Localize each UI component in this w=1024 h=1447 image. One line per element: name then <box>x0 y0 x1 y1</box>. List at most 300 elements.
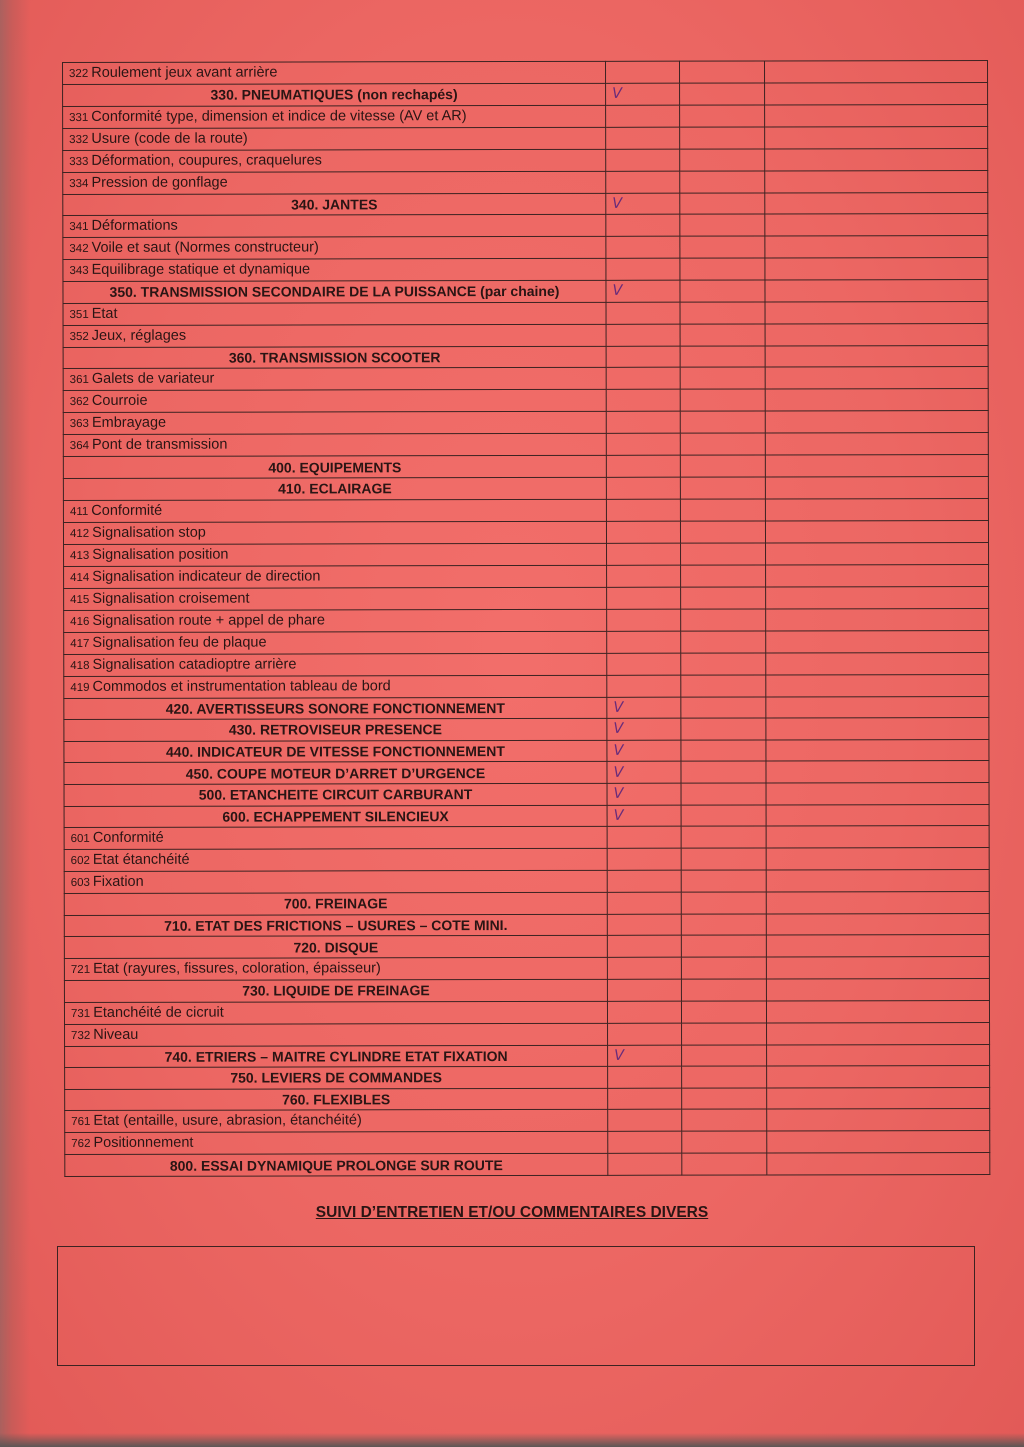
item-code: 731 <box>70 1007 91 1020</box>
item-code: 761 <box>71 1116 91 1129</box>
item-code: 362 <box>69 396 89 409</box>
item-row <box>64 630 989 654</box>
remarks-cell[interactable] <box>765 433 988 455</box>
remarks-cell[interactable] <box>766 804 989 826</box>
item-label-cell <box>64 609 607 632</box>
status-cell-2[interactable] <box>680 477 765 499</box>
status-cell-2[interactable] <box>680 389 765 411</box>
check-cell[interactable] <box>606 390 680 412</box>
status-cell-2[interactable] <box>681 914 766 936</box>
section-row <box>65 1087 990 1111</box>
remarks-cell[interactable] <box>766 652 989 674</box>
check-cell[interactable] <box>607 870 681 892</box>
item-label-cell <box>64 565 607 588</box>
check-cell[interactable]: V <box>606 83 680 105</box>
item-row <box>63 389 988 413</box>
item-label-cell <box>63 259 606 282</box>
item-label: Fixation <box>92 873 144 891</box>
status-cell-2[interactable] <box>681 609 766 631</box>
remarks-cell[interactable] <box>765 323 988 345</box>
status-cell-2[interactable] <box>681 826 766 848</box>
item-label-cell <box>65 1132 608 1155</box>
item-label: 700. FREINAGE <box>283 895 388 912</box>
status-cell-2[interactable] <box>681 565 766 587</box>
item-label: Etat (rayures, fissures, coloration, épaisseur) <box>93 960 381 977</box>
item-label-cell <box>64 826 607 849</box>
check-cell[interactable] <box>606 127 680 149</box>
item-row <box>63 214 988 238</box>
check-cell[interactable]: V <box>606 280 680 302</box>
item-label-cell <box>63 521 606 544</box>
item-row <box>63 258 988 282</box>
remarks-cell[interactable] <box>765 104 988 126</box>
item-label-cell <box>63 499 606 522</box>
check-cell[interactable] <box>606 499 680 521</box>
check-cell[interactable] <box>607 848 681 870</box>
item-row <box>63 301 988 325</box>
item-row <box>64 542 989 566</box>
status-cell-2[interactable] <box>681 805 766 827</box>
status-cell-2[interactable] <box>680 280 765 302</box>
remarks-cell[interactable] <box>767 1044 990 1066</box>
check-cell[interactable]: V <box>607 718 681 740</box>
status-cell-2[interactable] <box>681 718 766 740</box>
status-cell-2[interactable] <box>681 675 766 697</box>
item-label-cell <box>63 456 606 479</box>
remarks-cell[interactable] <box>765 170 988 192</box>
item-row <box>63 498 988 522</box>
remarks-cell[interactable] <box>766 630 989 652</box>
item-label-cell <box>63 346 606 369</box>
status-cell-2[interactable] <box>681 1000 766 1022</box>
item-label-cell <box>65 1110 608 1133</box>
remarks-cell[interactable] <box>765 455 988 477</box>
item-label: Usure (code de la route) <box>91 130 248 147</box>
check-cell[interactable] <box>607 675 681 697</box>
remarks-cell[interactable] <box>765 61 988 83</box>
remarks-cell[interactable] <box>765 498 988 520</box>
remarks-cell[interactable] <box>766 848 989 870</box>
remarks-cell[interactable] <box>766 696 989 718</box>
check-cell[interactable] <box>607 543 681 565</box>
status-cell-2[interactable] <box>680 346 765 368</box>
item-label: 600. ECHAPPEMENT SILENCIEUX <box>222 807 449 825</box>
check-cell[interactable] <box>606 302 680 324</box>
item-label: 420. AVERTISSEURS SONORE FONCTIONNEMENT <box>165 699 505 717</box>
item-label-cell <box>63 193 606 216</box>
remarks-cell[interactable] <box>766 892 989 914</box>
item-label: Pression de gonflage <box>91 174 228 191</box>
item-label-cell <box>63 237 606 260</box>
remarks-cell[interactable] <box>766 718 989 740</box>
status-cell-2[interactable] <box>680 324 765 346</box>
check-cell[interactable] <box>608 1066 682 1088</box>
status-cell-2[interactable] <box>682 1109 767 1131</box>
remarks-cell[interactable] <box>765 280 988 302</box>
item-row <box>63 236 988 260</box>
section-row <box>64 935 989 959</box>
status-cell-2[interactable] <box>680 455 765 477</box>
item-label-cell <box>64 631 607 654</box>
status-cell-2[interactable] <box>680 367 765 389</box>
remarks-cell[interactable] <box>765 389 988 411</box>
item-label: Etat (entaille, usure, abrasion, étanchéité) <box>93 1112 362 1130</box>
section-row <box>65 1066 990 1090</box>
comments-title: SUIVI D’ENTRETIEN ET/OU COMMENTAIRES DIVERS <box>315 1204 709 1221</box>
section-row <box>65 1044 990 1068</box>
check-cell[interactable] <box>607 587 681 609</box>
item-label: 410. ECLAIRAGE <box>278 480 392 497</box>
check-cell[interactable] <box>606 477 680 499</box>
remarks-cell[interactable] <box>766 1000 989 1022</box>
remarks-cell[interactable] <box>767 1109 990 1131</box>
check-cell[interactable] <box>608 1088 682 1110</box>
item-row <box>64 586 989 610</box>
remarks-cell[interactable] <box>765 192 988 214</box>
item-row <box>65 1109 990 1133</box>
status-cell-2[interactable] <box>681 892 766 914</box>
item-label: Etat étanchéité <box>92 851 190 869</box>
item-label-cell <box>63 171 606 194</box>
status-cell-2[interactable] <box>682 1044 767 1066</box>
item-label-cell <box>63 105 606 128</box>
item-code: 343 <box>69 265 89 278</box>
check-cell[interactable] <box>606 258 680 280</box>
check-cell[interactable] <box>607 892 681 914</box>
status-cell-2[interactable] <box>681 761 766 783</box>
status-cell-2[interactable] <box>680 214 765 236</box>
check-cell[interactable]: V <box>608 1045 682 1067</box>
item-code: 351 <box>69 308 89 321</box>
item-row <box>64 1000 989 1024</box>
comments-box[interactable] <box>57 1246 975 1366</box>
status-cell-2[interactable] <box>682 1066 767 1088</box>
section-row <box>64 782 989 806</box>
item-row <box>64 848 989 872</box>
item-label-cell <box>63 127 606 150</box>
item-label-cell <box>64 957 607 980</box>
item-code: 364 <box>69 440 90 453</box>
item-code: 352 <box>69 330 89 343</box>
check-cell[interactable] <box>607 957 681 979</box>
item-code: 334 <box>69 177 89 190</box>
item-code: 341 <box>69 221 89 234</box>
remarks-cell[interactable] <box>765 476 988 498</box>
status-cell-2[interactable] <box>680 193 765 215</box>
item-label: 430. RETROVISEUR PRESENCE <box>228 721 442 739</box>
item-row <box>63 126 988 150</box>
check-cell[interactable] <box>606 149 680 171</box>
item-label-cell <box>64 762 607 785</box>
check-cell[interactable]: V <box>607 762 681 784</box>
status-cell-2[interactable] <box>681 979 766 1001</box>
status-cell-2[interactable] <box>680 433 765 455</box>
item-label-cell <box>64 1001 607 1024</box>
item-label: Signalisation indicateur de direction <box>92 567 321 585</box>
check-cell[interactable] <box>606 236 680 258</box>
remarks-cell[interactable] <box>765 520 988 542</box>
remarks-cell[interactable] <box>766 542 989 564</box>
item-label-cell <box>64 979 607 1002</box>
item-code: 333 <box>69 155 89 168</box>
item-code: 419 <box>70 681 90 694</box>
item-row <box>63 367 988 391</box>
item-label-cell <box>64 587 607 610</box>
remarks-cell[interactable] <box>766 674 989 696</box>
item-label-cell <box>64 783 607 806</box>
item-label: Niveau <box>93 1026 139 1043</box>
item-code: 601 <box>70 833 90 846</box>
remarks-cell[interactable] <box>767 1153 990 1175</box>
item-code: 363 <box>69 418 89 431</box>
check-cell[interactable]: V <box>607 740 681 762</box>
item-row <box>64 608 989 632</box>
item-label: Positionnement <box>93 1134 194 1152</box>
section-row <box>64 892 989 916</box>
remarks-cell[interactable] <box>766 978 989 1000</box>
status-cell-2[interactable] <box>680 171 765 193</box>
item-code: 412 <box>69 527 90 540</box>
section-row <box>64 696 989 720</box>
check-cell[interactable] <box>606 61 680 83</box>
remarks-cell[interactable] <box>766 761 989 783</box>
item-label-cell <box>63 477 606 500</box>
item-label: 440. INDICATEUR DE VITESSE FONCTIONNEMENT <box>165 743 505 760</box>
status-cell-2[interactable] <box>681 957 766 979</box>
remarks-cell[interactable] <box>765 126 988 148</box>
status-cell-2[interactable] <box>681 740 766 762</box>
remarks-cell[interactable] <box>766 956 989 978</box>
check-cell[interactable] <box>606 412 680 434</box>
item-label: 340. JANTES <box>291 196 378 213</box>
status-cell-2[interactable] <box>682 1153 767 1175</box>
item-label-cell <box>64 697 607 720</box>
item-row <box>64 564 989 588</box>
status-cell-2[interactable] <box>681 870 766 892</box>
item-row <box>63 61 988 85</box>
item-row <box>64 826 989 850</box>
section-row <box>64 913 989 937</box>
item-label: 760. FLEXIBLES <box>282 1091 391 1108</box>
remarks-cell[interactable] <box>766 564 989 586</box>
check-cell[interactable] <box>607 935 681 957</box>
item-label: Conformité <box>92 829 164 847</box>
item-code: 603 <box>70 877 90 890</box>
item-code: 414 <box>70 571 90 584</box>
item-label-cell <box>64 805 607 828</box>
item-label-cell <box>63 149 606 172</box>
item-label: Signalisation position <box>92 546 229 563</box>
remarks-cell[interactable] <box>765 345 988 367</box>
status-cell-2[interactable] <box>681 848 766 870</box>
item-code: 416 <box>70 615 90 628</box>
item-label: Voile et saut (Normes constructeur) <box>91 239 319 257</box>
check-cell[interactable] <box>608 1153 682 1175</box>
check-cell[interactable] <box>607 979 681 1001</box>
check-cell[interactable] <box>607 631 681 653</box>
status-cell-2[interactable] <box>680 258 765 280</box>
item-label: Signalisation catadioptre arrière <box>92 656 297 673</box>
item-label: Conformité type, dimension et indice de vitesse (AV et AR) <box>91 107 467 125</box>
item-label-cell <box>64 653 607 676</box>
remarks-cell[interactable] <box>766 608 989 630</box>
status-cell-2[interactable] <box>680 127 765 149</box>
item-label: Signalisation stop <box>92 524 206 541</box>
item-code: 411 <box>69 505 89 518</box>
remarks-cell[interactable] <box>765 148 988 170</box>
status-cell-2[interactable] <box>680 411 765 433</box>
item-label: Etanchéité de cicruit <box>93 1004 224 1021</box>
status-cell-2[interactable] <box>680 61 765 83</box>
status-cell-2[interactable] <box>680 105 765 127</box>
remarks-cell[interactable] <box>767 1022 990 1044</box>
item-code: 721 <box>70 963 91 976</box>
item-label: Pont de transmission <box>91 436 228 454</box>
status-cell-2[interactable] <box>680 302 765 324</box>
item-label: Courroie <box>91 393 148 410</box>
check-cell[interactable] <box>606 456 680 478</box>
remarks-cell[interactable] <box>766 913 989 935</box>
item-label-cell <box>64 718 607 741</box>
section-row <box>63 345 988 369</box>
status-cell-2[interactable] <box>680 149 765 171</box>
item-label: Commodos et instrumentation tableau de bord <box>92 677 391 695</box>
item-label: 710. ETAT DES FRICTIONS – USURES – COTE MINI. <box>164 917 508 934</box>
status-cell-2[interactable] <box>681 587 766 609</box>
item-label: Roulement jeux avant arrière <box>91 64 278 81</box>
check-cell[interactable] <box>606 346 680 368</box>
item-label: 330. PNEUMATIQUES (non rechapés) <box>210 86 458 103</box>
item-row <box>64 674 989 698</box>
check-cell[interactable] <box>606 324 680 346</box>
check-cell[interactable] <box>606 368 680 390</box>
remarks-cell[interactable] <box>765 258 988 280</box>
remarks-cell[interactable] <box>766 586 989 608</box>
check-cell[interactable] <box>608 1109 682 1131</box>
check-cell[interactable] <box>607 653 681 675</box>
item-row <box>63 170 988 194</box>
remarks-cell[interactable] <box>767 1131 990 1153</box>
item-label-cell <box>64 675 607 698</box>
item-row <box>63 104 988 128</box>
status-cell-2[interactable] <box>681 631 766 653</box>
status-cell-2[interactable] <box>681 697 766 719</box>
item-label-cell <box>63 434 606 457</box>
item-label-cell <box>63 281 606 304</box>
remarks-cell[interactable] <box>766 870 989 892</box>
remarks-cell[interactable] <box>766 782 989 804</box>
remarks-cell[interactable] <box>765 367 988 389</box>
check-cell[interactable] <box>606 434 680 456</box>
item-code: 322 <box>69 67 89 80</box>
item-label-cell <box>63 61 606 84</box>
item-label-cell <box>63 215 606 238</box>
item-label-cell <box>64 870 607 893</box>
item-label-cell <box>65 1154 608 1177</box>
check-cell[interactable] <box>608 1131 682 1153</box>
status-cell-2[interactable] <box>682 1131 767 1153</box>
item-label: Galets de variateur <box>91 371 215 388</box>
check-cell[interactable] <box>607 914 681 936</box>
status-cell-2[interactable] <box>682 1088 767 1110</box>
remarks-cell[interactable] <box>767 1066 990 1088</box>
remarks-cell[interactable] <box>766 739 989 761</box>
check-cell[interactable]: V <box>607 805 681 827</box>
check-cell[interactable] <box>606 214 680 236</box>
check-cell[interactable] <box>607 1001 681 1023</box>
status-cell-2[interactable] <box>682 1022 767 1044</box>
status-cell-2[interactable] <box>680 83 765 105</box>
section-row <box>63 280 988 304</box>
item-label: Déformations <box>91 217 178 235</box>
item-label: 360. TRANSMISSION SCOOTER <box>228 349 441 366</box>
remarks-cell[interactable] <box>765 83 988 105</box>
check-cell[interactable]: V <box>607 697 681 719</box>
status-cell-2[interactable] <box>681 653 766 675</box>
item-label: 720. DISQUE <box>293 938 379 956</box>
remarks-cell[interactable] <box>767 1087 990 1109</box>
check-cell[interactable] <box>607 565 681 587</box>
remarks-cell[interactable] <box>766 935 989 957</box>
section-row <box>64 761 989 785</box>
status-cell-2[interactable] <box>681 935 766 957</box>
inspection-checklist-table <box>62 60 990 1177</box>
item-row <box>64 956 989 980</box>
section-row <box>63 476 988 500</box>
check-cell[interactable] <box>608 1023 682 1045</box>
item-row <box>63 411 988 435</box>
item-label: 730. LIQUIDE DE FREINAGE <box>242 982 430 999</box>
item-row <box>64 870 989 894</box>
status-cell-2[interactable] <box>681 783 766 805</box>
check-cell[interactable] <box>606 521 680 543</box>
status-cell-2[interactable] <box>680 236 765 258</box>
item-label-cell <box>64 543 607 566</box>
remarks-cell[interactable] <box>765 214 988 236</box>
item-label-cell <box>64 892 607 915</box>
remarks-cell[interactable] <box>765 236 988 258</box>
item-label: 800. ESSAI DYNAMIQUE PROLONGE SUR ROUTE <box>169 1156 503 1174</box>
item-code: 418 <box>70 659 90 672</box>
check-cell[interactable] <box>607 609 681 631</box>
check-cell[interactable]: V <box>607 783 681 805</box>
item-label-cell <box>63 368 606 391</box>
item-label-cell <box>64 848 607 871</box>
item-code: 413 <box>70 549 90 562</box>
section-row <box>64 739 989 763</box>
item-label: 740. ETRIERS – MAITRE CYLINDRE ETAT FIXATION <box>164 1047 508 1065</box>
item-code: 332 <box>69 133 89 146</box>
check-cell[interactable]: V <box>606 193 680 215</box>
status-cell-2[interactable] <box>680 521 765 543</box>
remarks-cell[interactable] <box>765 411 988 433</box>
item-label-cell <box>63 302 606 325</box>
status-cell-2[interactable] <box>680 499 765 521</box>
item-row <box>63 323 988 347</box>
remarks-cell[interactable] <box>766 826 989 848</box>
item-label-cell <box>63 390 606 413</box>
item-label-cell <box>65 1045 608 1068</box>
item-row <box>65 1022 990 1046</box>
status-cell-2[interactable] <box>681 543 766 565</box>
check-cell[interactable] <box>606 171 680 193</box>
item-code: 762 <box>71 1138 91 1151</box>
item-label: Embrayage <box>91 415 167 432</box>
item-label-cell <box>65 1088 608 1111</box>
remarks-cell[interactable] <box>765 301 988 323</box>
check-cell[interactable] <box>607 826 681 848</box>
check-cell[interactable] <box>606 105 680 127</box>
